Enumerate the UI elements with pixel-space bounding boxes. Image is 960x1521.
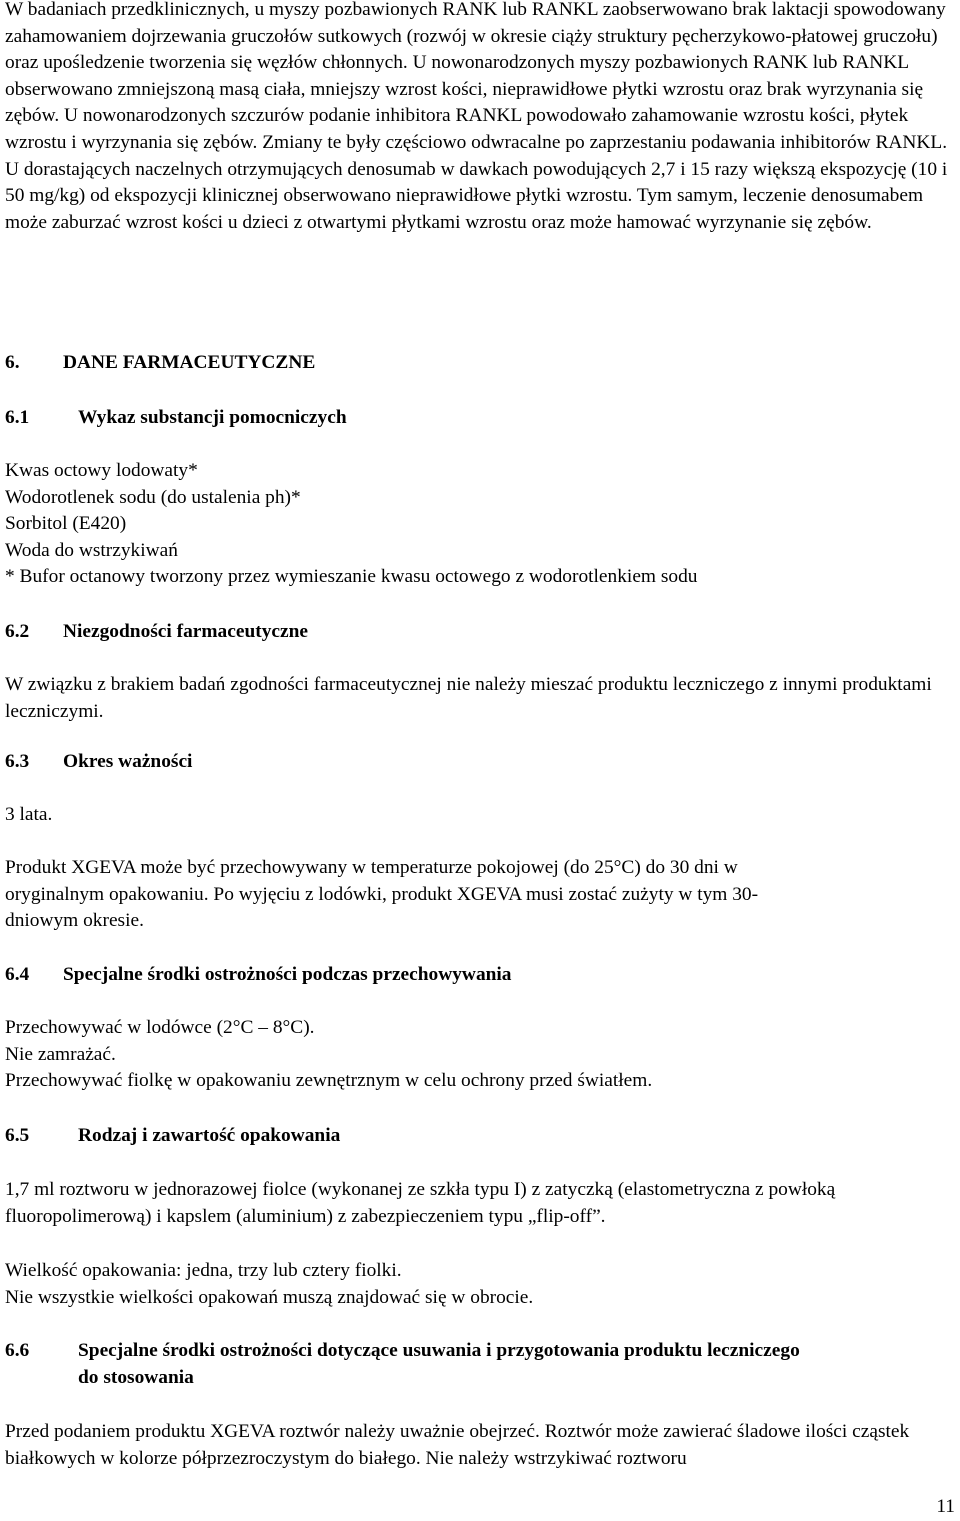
section-6-5-number: 6.5 xyxy=(5,1125,30,1146)
list-item: Przechowywać w lodówce (2°C – 8°C). xyxy=(5,1017,315,1038)
title-line: do stosowania xyxy=(78,1366,194,1388)
section-6-4-heading xyxy=(5,962,512,989)
section-6-2-heading xyxy=(5,619,308,646)
pack-sizes xyxy=(5,1258,955,1311)
shelf-life-text: 3 lata. xyxy=(5,804,53,825)
text-line: oryginalnym opakowaniu. Po wyjęciu z lodówki, produkt XGEVA musi zostać zużyty w tym 30- xyxy=(5,883,759,905)
intro-paragraph: W badaniach przedklinicznych, u myszy pozbawionych RANK lub RANKL zaobserwowano brak laktacji spowodowany zahamowaniem dojrzewania gruczołów sutkowych (rozwój w okresie ciąży struktury pęcherzykowo-płatowej gruczołu) oraz upośledzenie tworzenia się węzłów chłonnych. U nowonarodzonych myszy pozbawionych RANK lub RANKL obserwowano zmniejszoną masą ciała, mniejszy wzrost kości, nieprawidłowe płytki wzrostu oraz brak wyrzynania się zębów. U nowonarodzonych szczurów podanie inhibitora RANKL powodowało zahamowanie wzrostu kości, płytek wzrostu i wyrzynania się zębów. Zmiany te były częściowo odwracalne po zaprzestaniu podawania inhibitorów RANKL. U dorastających naczelnych otrzymujących denosumab w dawkach powodujących 2,7 i 15 razy większą ekspozycję (10 i 50 mg/kg) od ekspozycji klinicznej obserwowano nieprawidłowe płytki wzrostu. Tym samym, leczenie denosumabem może zaburzać wzrost kości u dzieci z otwartymi płytkami wzrostu oraz może hamować wyrzynanie się zębów. xyxy=(5,0,948,233)
section-6-1-heading xyxy=(5,405,347,432)
text-line: dniowym okresie. xyxy=(5,910,144,932)
text-line: Nie wszystkie wielkości opakowań muszą znajdować się w obrocie. xyxy=(5,1286,534,1308)
section-6-title: DANE FARMACEUTYCZNE xyxy=(63,352,316,373)
list-item: Sorbitol (E420) xyxy=(5,513,127,535)
section-6-2-title: Niezgodności farmaceutyczne xyxy=(63,621,309,642)
section-6-1-number: 6.1 xyxy=(5,407,30,428)
storage-instructions xyxy=(5,1015,955,1095)
section-6-3-heading xyxy=(5,749,192,776)
section-6-6-title xyxy=(78,1338,800,1391)
section-6-3-title: Okres ważności xyxy=(63,751,193,772)
storage-room-temp-text xyxy=(5,855,955,935)
text-line: Wielkość opakowania: jedna, trzy lub cztery fiolki. xyxy=(5,1260,402,1281)
text-line: Produkt XGEVA może być przechowywany w temperaturze pokojowej (do 25°C) do 30 dni w xyxy=(5,857,738,878)
title-line: Specjalne środki ostrożności dotyczące usuwania i przygotowania produktu leczniczego xyxy=(78,1340,800,1361)
excipients-list xyxy=(5,458,955,591)
section-6-6-number: 6.6 xyxy=(5,1340,30,1361)
page-number: 11 xyxy=(936,1496,955,1517)
list-item: Woda do wstrzykiwań xyxy=(5,539,178,561)
list-item: Wodorotlenek sodu (do ustalenia ph)* xyxy=(5,486,301,508)
section-6-2-text: W związku z brakiem badań zgodności farmaceutycznej nie należy mieszać produktu leczniczego z innymi produktami leczniczymi. xyxy=(5,674,932,722)
section-6-5-heading xyxy=(5,1123,340,1150)
section-6-3-number: 6.3 xyxy=(5,751,30,772)
section-6-4-title: Specjalne środki ostrożności podczas przechowywania xyxy=(63,964,512,985)
list-item: * Bufor octanowy tworzony przez wymieszanie kwasu octowego z wodorotlenkiem sodu xyxy=(5,566,698,588)
list-item: Kwas octowy lodowaty* xyxy=(5,460,198,481)
section-6-heading xyxy=(5,350,315,377)
section-6-2-number: 6.2 xyxy=(5,621,30,642)
container-description: 1,7 ml roztworu w jednorazowej fiolce (wykonanej ze szkła typu I) z zatyczką (elastometryczna z powłoką fluoropolimerową) i kapslem (aluminium) z zabezpieczeniem typu „flip-off”. xyxy=(5,1179,836,1227)
section-6-6-heading xyxy=(5,1338,800,1391)
section-6-1-title: Wykaz substancji pomocniczych xyxy=(78,407,347,428)
list-item: Nie zamrażać. xyxy=(5,1043,116,1065)
list-item: Przechowywać fiolkę w opakowaniu zewnętrznym w celu ochrony przed światłem. xyxy=(5,1070,653,1092)
section-6-6-text: Przed podaniem produktu XGEVA roztwór należy uważnie obejrzeć. Roztwór może zawierać śladowe ilości cząstek białkowych w kolorze półprzezroczystym do białego. Nie należy wstrzykiwać roztworu xyxy=(5,1421,910,1469)
section-6-5-title: Rodzaj i zawartość opakowania xyxy=(78,1125,341,1146)
section-6-4-number: 6.4 xyxy=(5,964,30,985)
section-6-number: 6. xyxy=(5,352,20,373)
